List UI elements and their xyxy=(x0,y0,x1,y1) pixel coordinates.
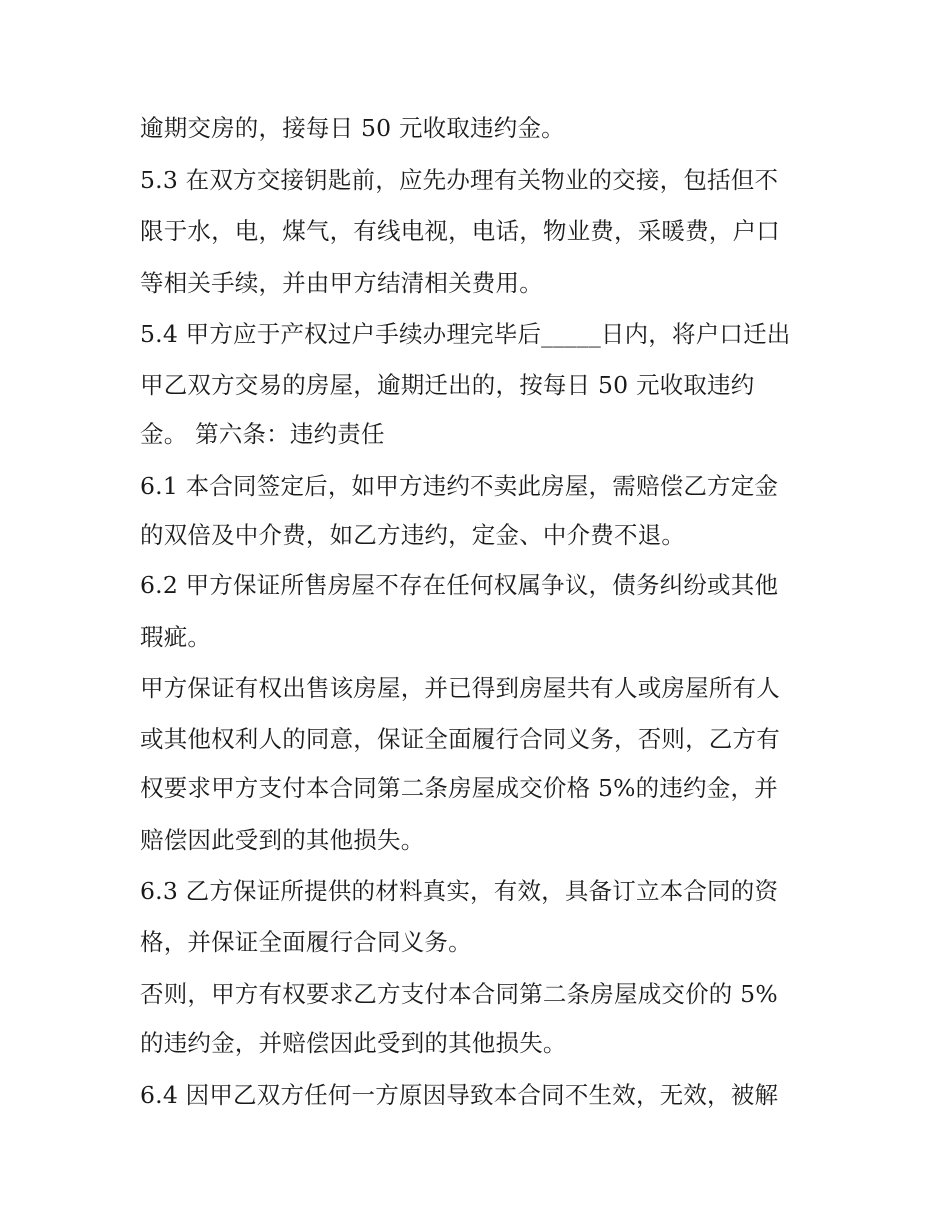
text-line: 否则，甲方有权要求乙方支付本合同第二条房屋成交价的 5% xyxy=(140,980,778,1008)
text-line: 5.3 在双方交接钥匙前，应先办理有关物业的交接，包括但不 xyxy=(140,166,779,194)
text-line: 6.4 因甲乙双方任何一方原因导致本合同不生效，无效，被解 xyxy=(140,1081,779,1109)
text-line: 甲方保证有权出售该房屋，并已得到房屋共有人或房屋所有人 xyxy=(140,674,780,702)
text-line: 赔偿因此受到的其他损失。 xyxy=(140,826,425,854)
text-line: 的双倍及中介费，如乙方违约，定金、中介费不退。 xyxy=(140,521,686,549)
text-line: 逾期交房的，接每日 50 元收取违约金。 xyxy=(140,114,565,142)
text-line: 权要求甲方支付本合同第二条房屋成交价格 5%的违约金，并 xyxy=(140,774,778,802)
text-line: 6.1 本合同签定后，如甲方违约不卖此房屋，需赔偿乙方定金 xyxy=(140,472,779,500)
text-line: 6.3 乙方保证所提供的材料真实，有效，具备订立本合同的资 xyxy=(140,877,779,905)
text-line: 或其他权利人的同意，保证全面履行合同义务，否则，乙方有 xyxy=(140,725,780,753)
text-line: 金。 第六条：违约责任 xyxy=(140,420,385,448)
text-line: 甲乙双方交易的房屋，逾期迁出的，按每日 50 元收取违约 xyxy=(140,371,755,399)
text-line: 等相关手续，并由甲方结清相关费用。 xyxy=(140,269,543,297)
text-line: 格，并保证全面履行合同义务。 xyxy=(140,928,472,956)
text-line: 的违约金，并赔偿因此受到的其他损失。 xyxy=(140,1029,567,1057)
text-line: 6.2 甲方保证所售房屋不存在任何权属争议，债务纠纷或其他 xyxy=(140,571,779,599)
text-line: 瑕疵。 xyxy=(140,623,212,651)
text-line: 5.4 甲方应于产权过户手续办理完毕后_____日内，将户口迁出 xyxy=(140,320,791,348)
text-line: 限于水，电，煤气，有线电视，电话，物业费，采暖费，户口 xyxy=(140,217,780,245)
